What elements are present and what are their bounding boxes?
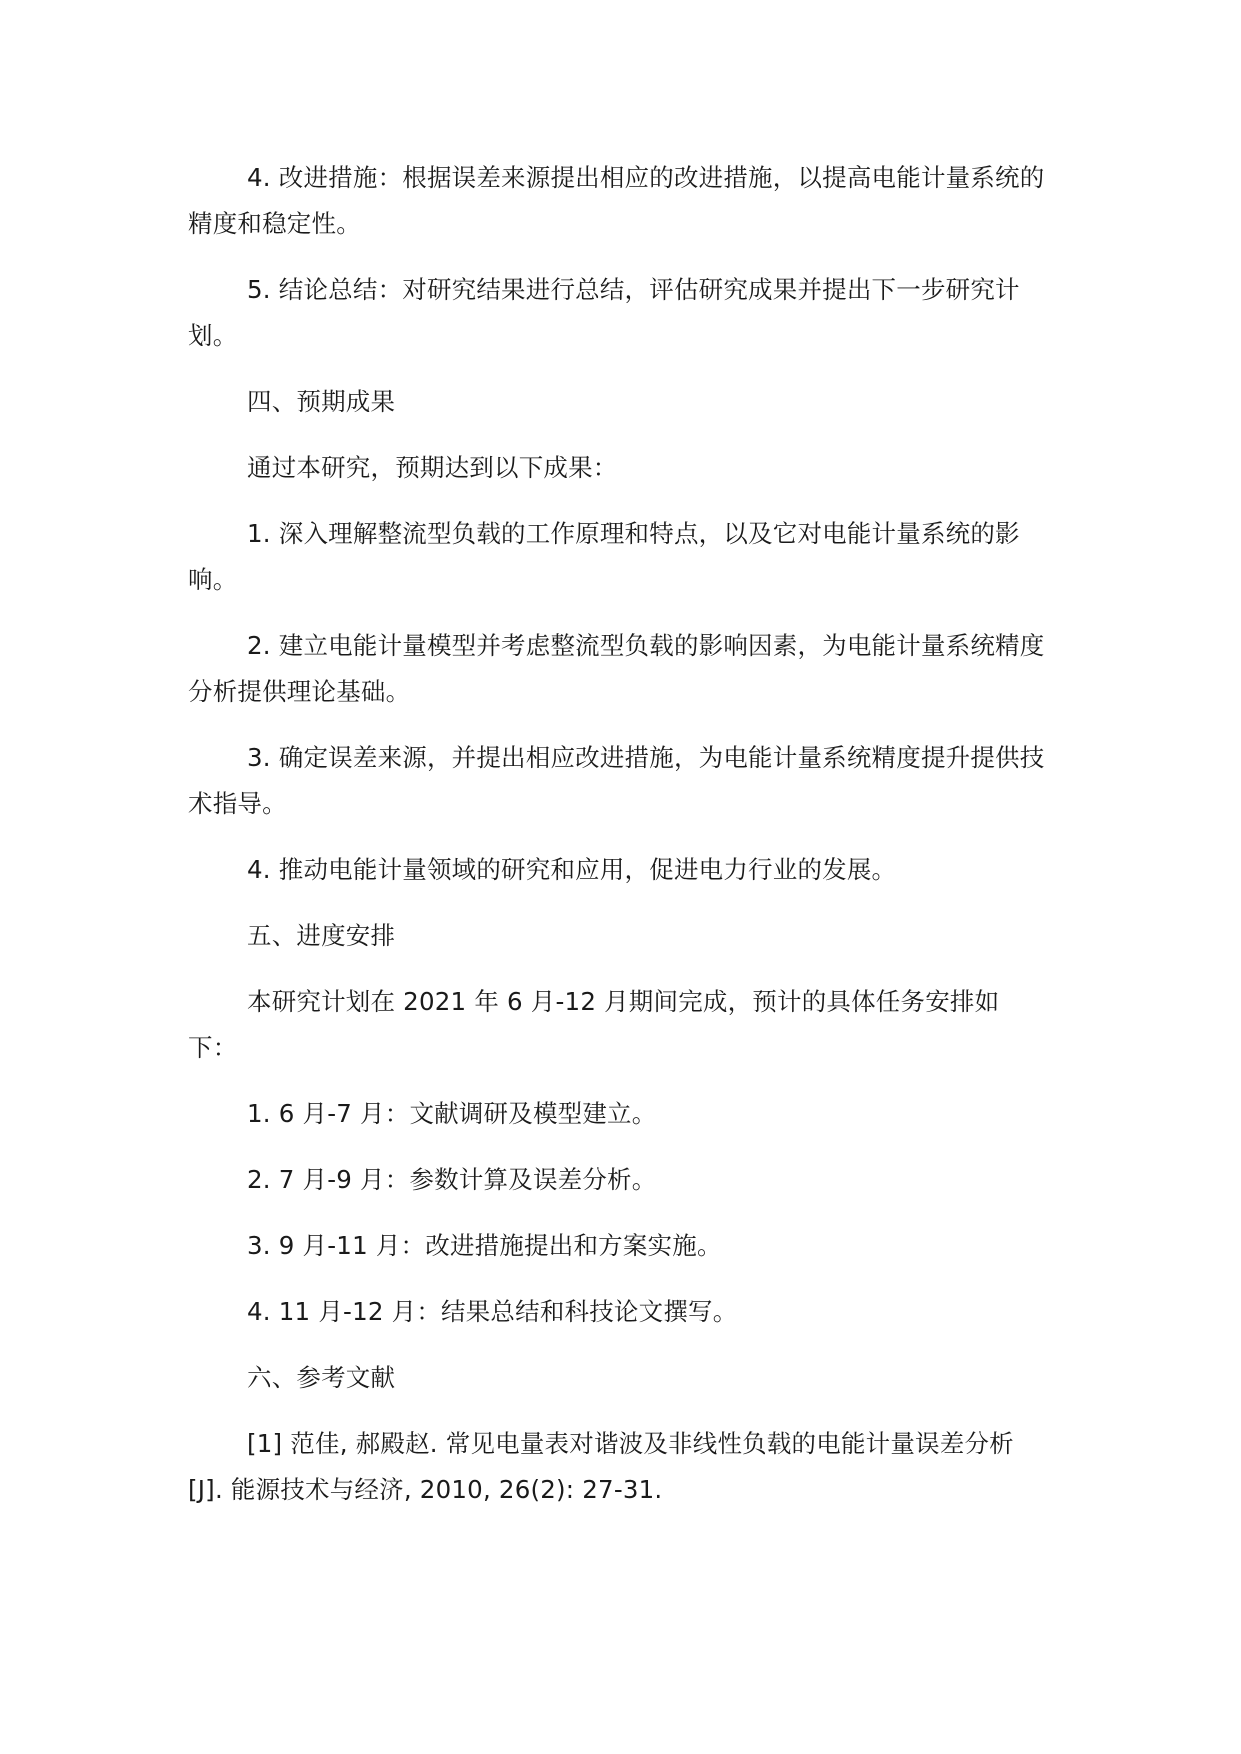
list-item-schedule-4: 4. 11 月-12 月：结果总结和科技论文撰写。 [247,1297,738,1326]
paragraph-expected-results-intro: 通过本研究，预期达到以下成果： [247,453,618,482]
section-heading-schedule: 五、进度安排 [247,921,396,950]
section-heading-references: 六、参考文献 [247,1363,396,1392]
list-item-result-3: 3. 确定误差来源，并提出相应改进措施，为电能计量系统精度提升提供技术指导。 [188,743,1045,818]
reference-item-1: [1] 范佳, 郝殿赵. 常见电量表对谐波及非线性负载的电能计量误差分析[J]. 能源技术与经济, 2010, 26(2): 27-31. [188,1429,1014,1504]
document-page [188,155,1048,1513]
list-item-result-1: 1. 深入理解整流型负载的工作原理和特点，以及它对电能计量系统的影响。 [188,519,1020,594]
paragraph-conclusion-summary: 5. 结论总结：对研究结果进行总结，评估研究成果并提出下一步研究计划。 [188,275,1020,350]
list-item-schedule-1: 1. 6 月-7 月：文献调研及模型建立。 [247,1099,657,1128]
paragraph-schedule-intro: 本研究计划在 2021 年 6 月-12 月期间完成，预计的具体任务安排如下： [188,987,1000,1062]
list-item-schedule-3: 3. 9 月-11 月：改进措施提出和方案实施。 [247,1231,722,1260]
section-heading-expected-results: 四、预期成果 [247,387,396,416]
list-item-result-2: 2. 建立电能计量模型并考虑整流型负载的影响因素，为电能计量系统精度分析提供理论基础。 [188,631,1045,706]
paragraph-improvement-measures: 4. 改进措施：根据误差来源提出相应的改进措施，以提高电能计量系统的精度和稳定性。 [188,163,1045,238]
list-item-schedule-2: 2. 7 月-9 月：参数计算及误差分析。 [247,1165,657,1194]
list-item-result-4: 4. 推动电能计量领域的研究和应用，促进电力行业的发展。 [247,855,897,884]
